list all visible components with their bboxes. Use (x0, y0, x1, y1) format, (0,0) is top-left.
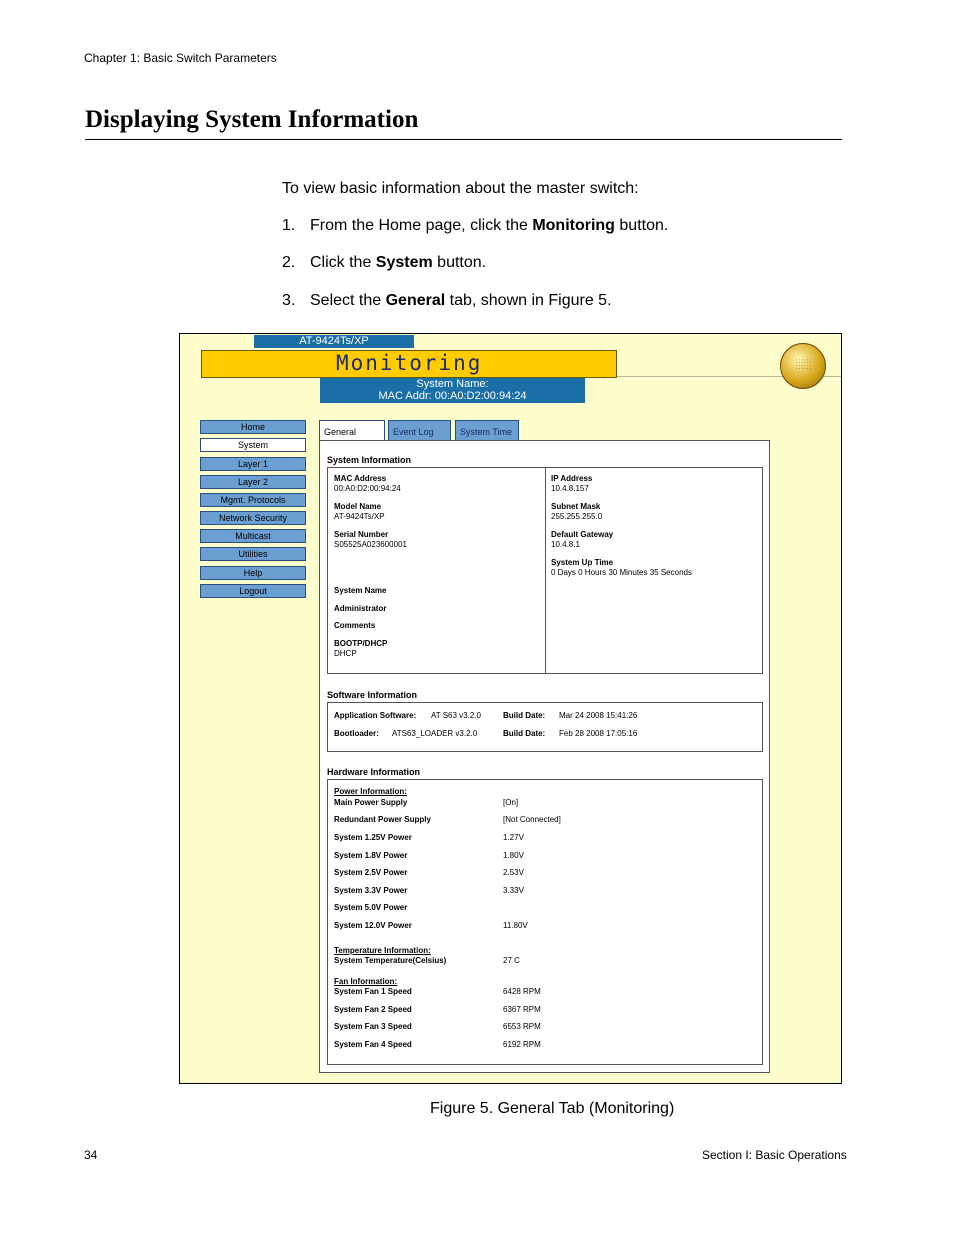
fan-row-label: System Fan 4 Speed (334, 1040, 412, 1049)
nav-help-button[interactable]: Help (200, 566, 306, 580)
nav-home-button[interactable]: Home (200, 420, 306, 434)
power-row-label: System 5.0V Power (334, 903, 408, 912)
power-row-value: 2.53V (503, 868, 524, 877)
app-software-value: AT S63 v3.2.0 (431, 711, 481, 720)
power-row-label: Main Power Supply (334, 798, 408, 807)
boot-build-date-value: Feb 28 2008 17:05:16 (559, 729, 638, 738)
power-row-value: 3.33V (503, 886, 524, 895)
monitoring-heading: Monitoring (336, 351, 483, 375)
running-header: Chapter 1: Basic Switch Parameters (84, 51, 277, 65)
monitoring-banner (201, 350, 617, 378)
tab-system-time[interactable]: System Time (455, 420, 519, 440)
figure-caption: Figure 5. General Tab (Monitoring) (430, 1100, 675, 1117)
system-name-label: System Name: (416, 378, 489, 390)
software-info-box (327, 702, 763, 752)
nav-logout-button[interactable]: Logout (200, 584, 306, 598)
model-name-value: AT-9424Ts/XP (334, 512, 385, 521)
nav-mgmt-protocols-button[interactable]: Mgmt. Protocols (200, 493, 306, 507)
tab-general[interactable]: General (319, 420, 385, 440)
nav-network-security-button[interactable]: Network Security (200, 511, 306, 525)
fan-row-value: 6428 RPM (503, 987, 541, 996)
serial-number-label: Serial Number (334, 530, 389, 539)
step-1: 1. From the Home page, click the Monitoring button. (282, 217, 669, 234)
system-name-field-label: System Name (334, 586, 387, 595)
general-panel (319, 440, 770, 1073)
power-row-value: 11.80V (503, 921, 528, 930)
software-info-title: Software Information (327, 690, 418, 700)
bootp-value: DHCP (334, 649, 357, 658)
subnet-mask-label: Subnet Mask (551, 502, 601, 511)
power-row-label: System 12.0V Power (334, 921, 412, 930)
power-info-heading: Power Information: (334, 787, 407, 796)
system-info-divider (545, 468, 546, 673)
page-number: 34 (84, 1148, 98, 1162)
fan-row-label: System Fan 1 Speed (334, 987, 412, 996)
fan-row-label: System Fan 2 Speed (334, 1005, 412, 1014)
fan-row-value: 6367 RPM (503, 1005, 541, 1014)
ip-address-label: IP Address (551, 474, 593, 483)
system-info-title: System Information (327, 455, 412, 465)
intro-text: To view basic information about the master switch: (282, 180, 639, 197)
default-gateway-label: Default Gateway (551, 530, 614, 539)
figure-screenshot (179, 333, 842, 1084)
nav-layer2-button[interactable]: Layer 2 (200, 475, 306, 489)
boot-build-date-label: Build Date: (503, 729, 546, 738)
power-row-label: System 1.8V Power (334, 851, 408, 860)
step-2: 2. Click the System button. (282, 254, 487, 271)
fan-row-value: 6192 RPM (503, 1040, 541, 1049)
mac-addr-line: MAC Addr: 00:A0:D2:00:94:24 (378, 390, 527, 402)
hardware-info-title: Hardware Information (327, 767, 421, 777)
bootloader-label: Bootloader: (334, 729, 379, 738)
temperature-label: System Temperature(Celsius) (334, 956, 447, 965)
system-info-box (327, 467, 763, 674)
mac-address-label: MAC Address (334, 474, 387, 483)
nav-layer1-button[interactable]: Layer 1 (200, 457, 306, 471)
nav-utilities-button[interactable]: Utilities (200, 547, 306, 561)
power-row-value: 1.27V (503, 833, 524, 842)
ip-address-value: 10.4.8.157 (551, 484, 589, 493)
power-row-label: System 2.5V Power (334, 868, 408, 877)
default-gateway-value: 10.4.8.1 (551, 540, 580, 549)
power-row-value: [On] (503, 798, 519, 807)
model-bar: AT-9424Ts/XP (254, 335, 414, 348)
administrator-label: Administrator (334, 604, 387, 613)
title-rule (85, 139, 842, 140)
running-footer: Section I: Basic Operations (702, 1148, 847, 1162)
power-row-label: System 3.3V Power (334, 886, 408, 895)
nav-multicast-button[interactable]: Multicast (200, 529, 306, 543)
temperature-value: 27 C (503, 956, 520, 965)
bootp-label: BOOTP/DHCP (334, 639, 388, 648)
system-name-box (320, 378, 585, 403)
app-build-date-label: Build Date: (503, 711, 546, 720)
mac-address-value: 00:A0:D2:00:94:24 (334, 484, 401, 493)
comments-label: Comments (334, 621, 376, 630)
fan-row-label: System Fan 3 Speed (334, 1022, 412, 1031)
fan-row-value: 6553 RPM (503, 1022, 541, 1031)
section-title: Displaying System Information (85, 106, 419, 133)
step-3: 3. Select the General tab, shown in Figure 5. (282, 292, 612, 309)
power-row-value: 1.80V (503, 851, 524, 860)
globe-pattern-icon: :::::: :::::: (795, 359, 812, 371)
subnet-mask-value: 255.255.255.0 (551, 512, 603, 521)
serial-number-value: S05525A023600001 (334, 540, 407, 549)
tab-event-log[interactable]: Event Log (388, 420, 451, 440)
model-name-label: Model Name (334, 502, 382, 511)
app-build-date-value: Mar 24 2008 15:41:26 (559, 711, 638, 720)
bootloader-value: ATS63_LOADER v3.2.0 (392, 729, 478, 738)
nav-system-button[interactable]: System (200, 438, 306, 452)
temperature-info-heading: Temperature Information: (334, 946, 431, 955)
fan-info-heading: Fan Information: (334, 977, 398, 986)
power-row-label: System 1.25V Power (334, 833, 412, 842)
power-row-label: Redundant Power Supply (334, 815, 431, 824)
power-row-value: [Not Connected] (503, 815, 561, 824)
hardware-info-box (327, 779, 763, 1065)
uptime-label: System Up Time (551, 558, 614, 567)
uptime-value: 0 Days 0 Hours 30 Minutes 35 Seconds (551, 568, 692, 577)
app-software-label: Application Software: (334, 711, 417, 720)
